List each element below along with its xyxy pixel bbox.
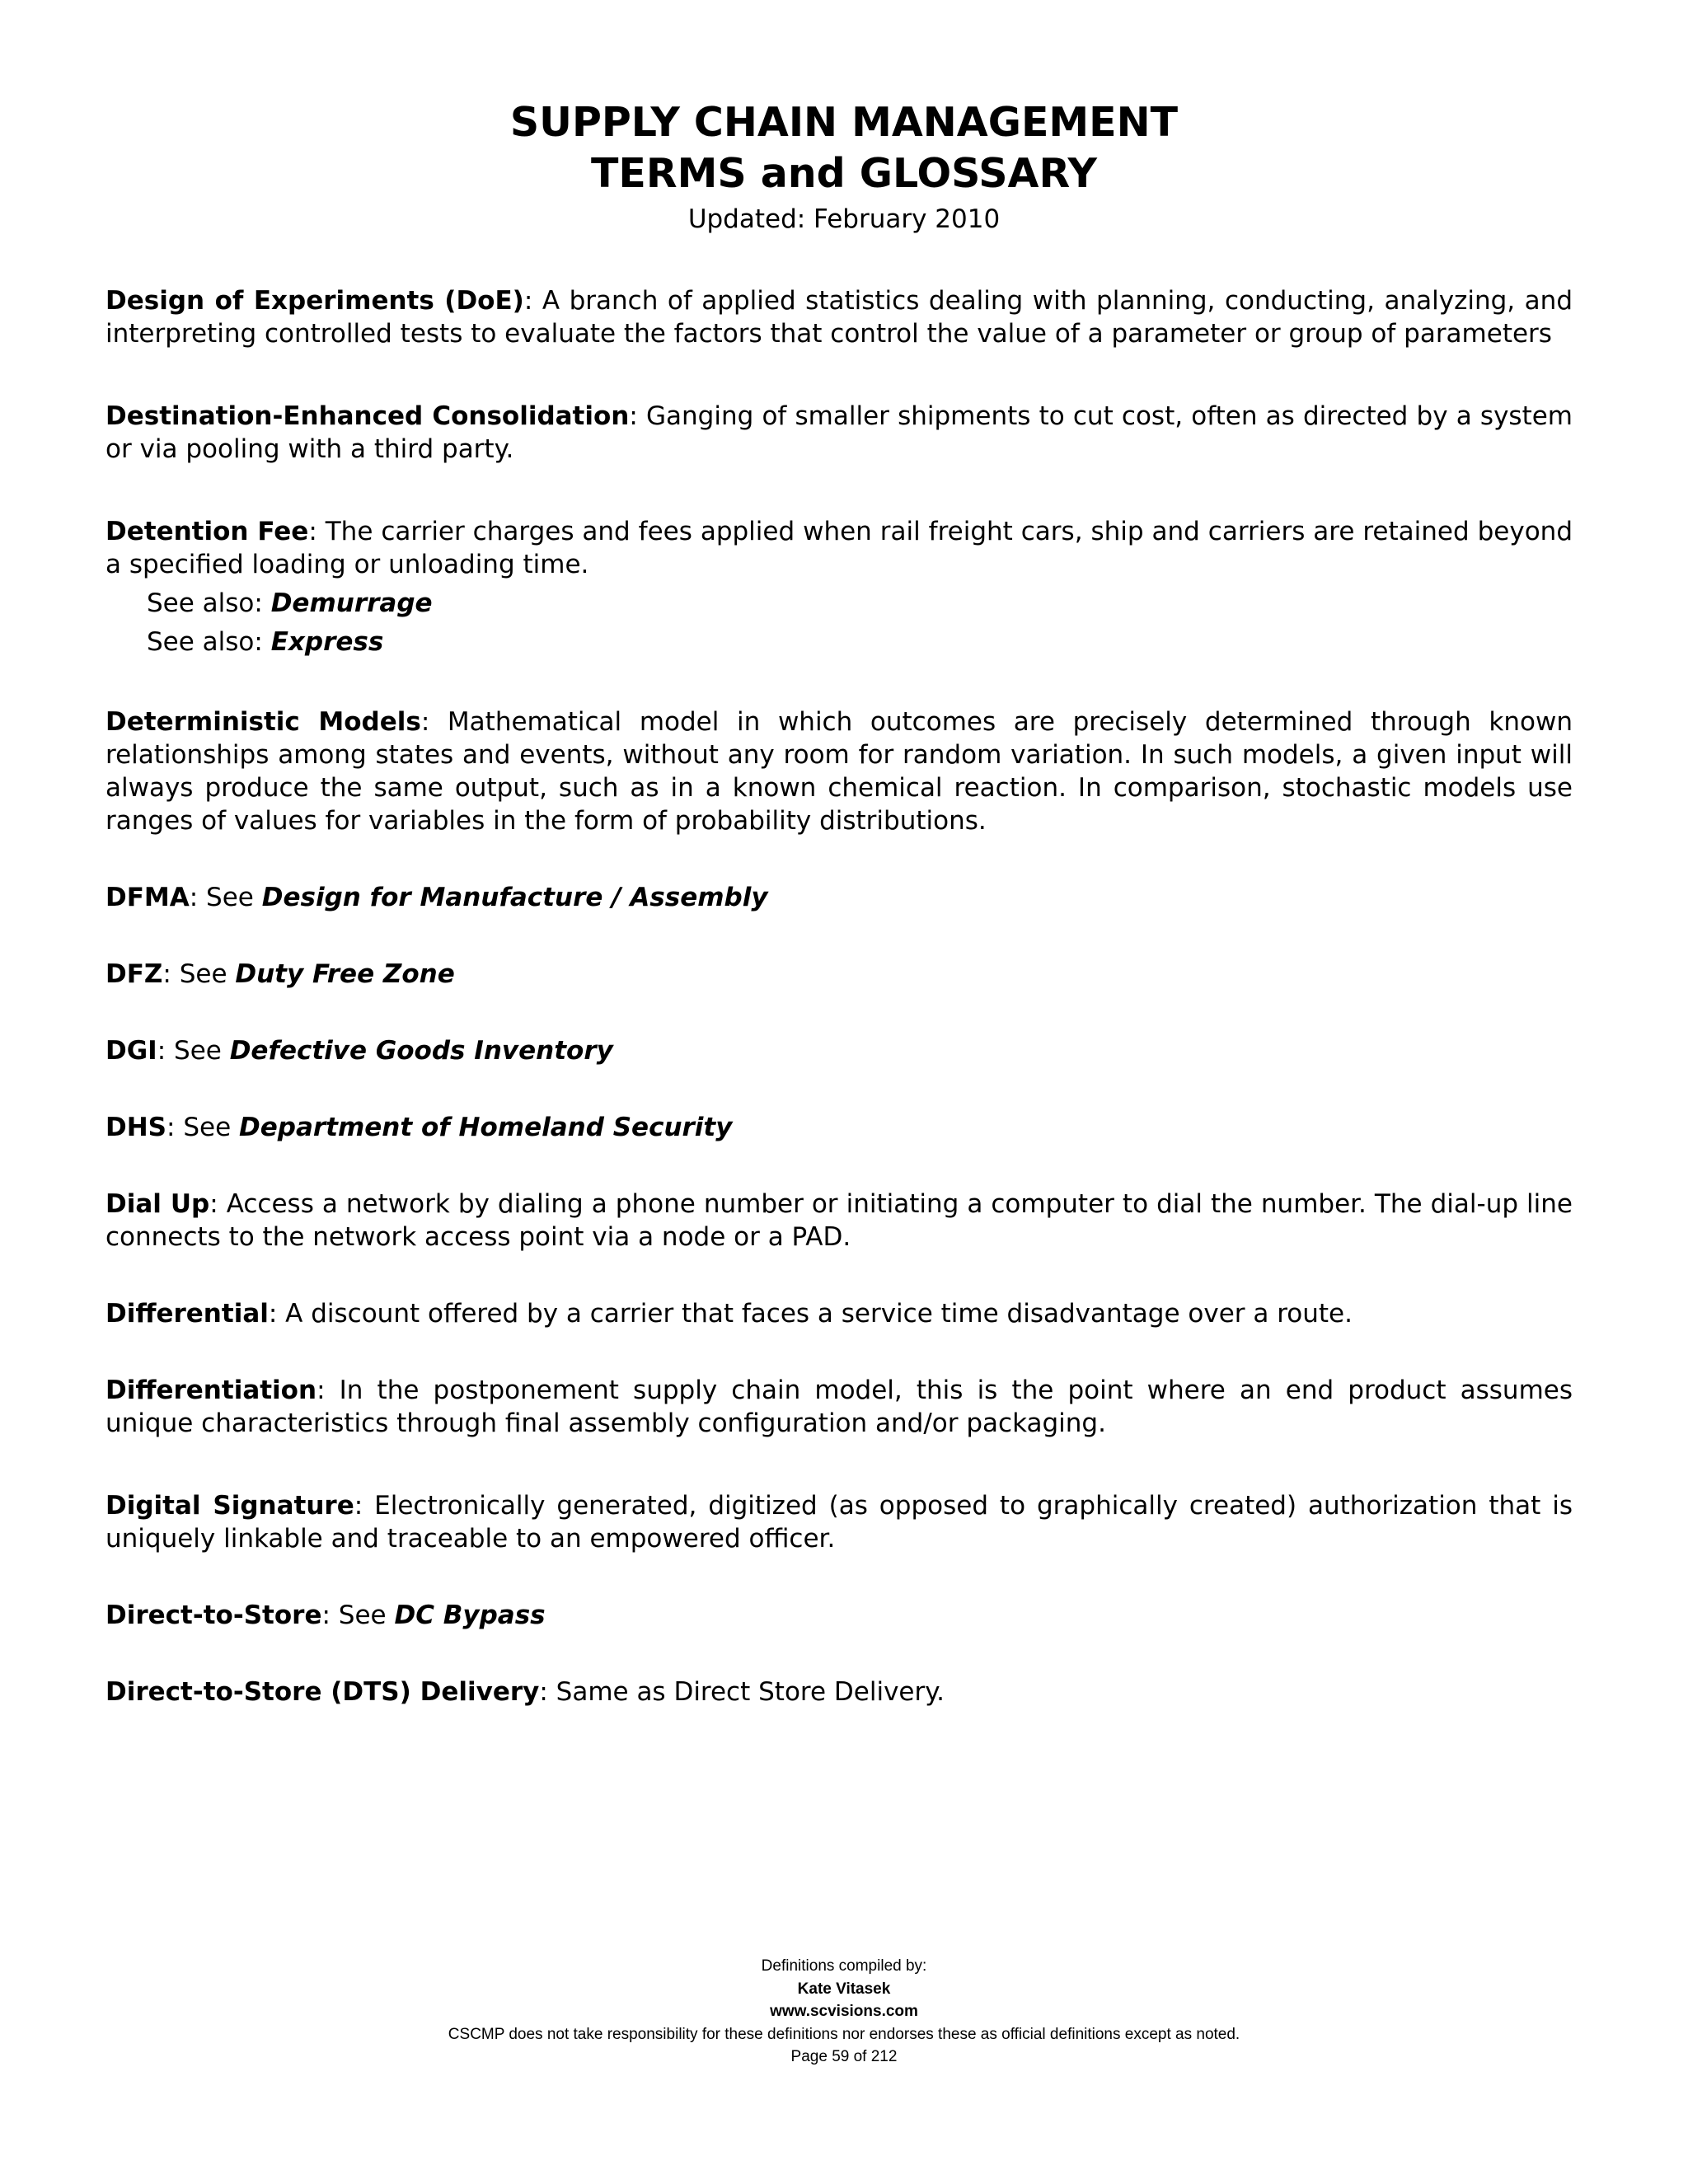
entry-term: Detention Fee (106, 517, 309, 546)
entry-term: DFMA (106, 883, 190, 912)
glossary-entry-differentiation (106, 1374, 1573, 1440)
entry-definition: : The carrier charges and fees applied when rail freight cars, ship and carriers are retained beyond a specified loading or unloading time. (106, 517, 1573, 579)
updated-date: Updated: February 2010 (687, 204, 1001, 234)
cross-reference-link: Defective Goods Inventory (229, 1036, 613, 1066)
glossary-entry-detention-fee (106, 515, 1573, 581)
cross-reference-link: Duty Free Zone (235, 959, 455, 989)
entry-definition: : A branch of applied statistics dealing with planning, conducting, analyzing, and interpreting controlled tests to evaluate the factors that control the value of a parameter or group of parameters (106, 286, 1573, 349)
see-also-label: See also: (147, 627, 271, 657)
entry-term: Dial Up (106, 1189, 210, 1219)
cross-reference-link: DC Bypass (394, 1601, 546, 1630)
entry-definition: : A discount offered by a carrier that faces a service time disadvantage over a route. (268, 1299, 1353, 1329)
glossary-entry-dhs (106, 1111, 1573, 1144)
cross-reference-link: Design for Manufacture (261, 883, 603, 912)
entry-definition: : Ganging of smaller shipments to cut cost, often as directed by a system or via pooling with a third party. (106, 401, 1573, 464)
entry-definition: : Electronically generated, digitized (as opposed to graphically created) authorization that is uniquely linkable and traceable to an empowered officer. (106, 1491, 1573, 1554)
page-number: Page 59 of 212 (790, 2048, 898, 2065)
glossary-entry-digital-signature (106, 1489, 1573, 1555)
entry-term: Direct-to-Store (106, 1601, 322, 1630)
entry-see-prefix: : See (157, 1036, 230, 1066)
glossary-entry-dfma (106, 881, 1573, 914)
footer-website: www.scvisions.com (770, 2003, 918, 2020)
entry-term: Deterministic Models (106, 707, 421, 737)
glossary-entries (106, 284, 1573, 1708)
entry-term: Destination-Enhanced Consolidation (106, 401, 630, 431)
cross-reference-separator: / (603, 883, 631, 912)
entry-see-prefix: : See (189, 883, 262, 912)
see-also-demurrage (106, 584, 1573, 623)
entry-term: Digital Signature (106, 1491, 354, 1521)
entry-term: DHS (106, 1113, 167, 1142)
entry-term: DGI (106, 1036, 157, 1066)
document-title-line-2: TERMS and GLOSSARY (590, 150, 1097, 197)
page-footer (0, 1955, 1688, 2069)
see-also-block (106, 584, 1573, 662)
entry-see-prefix: : See (162, 959, 236, 989)
footer-compiled-by: Definitions compiled by: (761, 1957, 927, 1975)
footer-author: Kate Vitasek (797, 1980, 891, 1998)
entry-see-prefix: : See (321, 1601, 395, 1630)
entry-term: Direct-to-Store (DTS) Delivery (106, 1677, 540, 1707)
entry-definition: : In the postponement supply chain model, this is the point where an end product assumes unique characteristics through final assembly configuration and/or packaging. (106, 1376, 1573, 1438)
entry-definition: : Access a network by dialing a phone number or initiating a computer to dial the number. The dial-up line connects to the network access point via a node or a PAD. (106, 1189, 1573, 1252)
footer-disclaimer: CSCMP does not take responsibility for these definitions nor endorses these as official definitions except as noted. (448, 2025, 1240, 2043)
glossary-entry-dfz (106, 958, 1573, 991)
glossary-entry-design-of-experiments (106, 284, 1573, 350)
cross-reference-link: Assembly (630, 883, 768, 912)
glossary-entry-direct-to-store-delivery (106, 1675, 1573, 1708)
page-header (0, 97, 1688, 237)
entry-term: Design of Experiments (DoE) (106, 286, 524, 316)
entry-definition: : Same as Direct Store Delivery. (539, 1677, 945, 1707)
entry-see-prefix: : See (166, 1113, 239, 1142)
glossary-entry-destination-enhanced-consolidation (106, 400, 1573, 466)
entry-term: Differentiation (106, 1376, 317, 1405)
entry-term: DFZ (106, 959, 163, 989)
glossary-entry-differential (106, 1297, 1573, 1330)
glossary-entry-dial-up (106, 1188, 1573, 1254)
cross-reference-link: Express (270, 627, 384, 657)
entry-definition: : Mathematical model in which outcomes are precisely determined through known relationships among states and events, without any room for random variation. In such models, a given input will always produce the same output, such as in a known chemical reaction. In comparison, stochastic models use ranges of values for variables in the form of probability distributions. (106, 707, 1573, 836)
glossary-entry-direct-to-store (106, 1599, 1573, 1632)
glossary-entry-dgi (106, 1034, 1573, 1067)
document-title-line-1: SUPPLY CHAIN MANAGEMENT (509, 99, 1179, 146)
glossary-entry-deterministic-models (106, 705, 1573, 837)
cross-reference-link: Department of Homeland Security (239, 1113, 733, 1142)
see-also-express (106, 623, 1573, 662)
entry-term: Differential (106, 1299, 269, 1329)
see-also-label: See also: (147, 588, 271, 618)
cross-reference-link: Demurrage (270, 588, 433, 618)
